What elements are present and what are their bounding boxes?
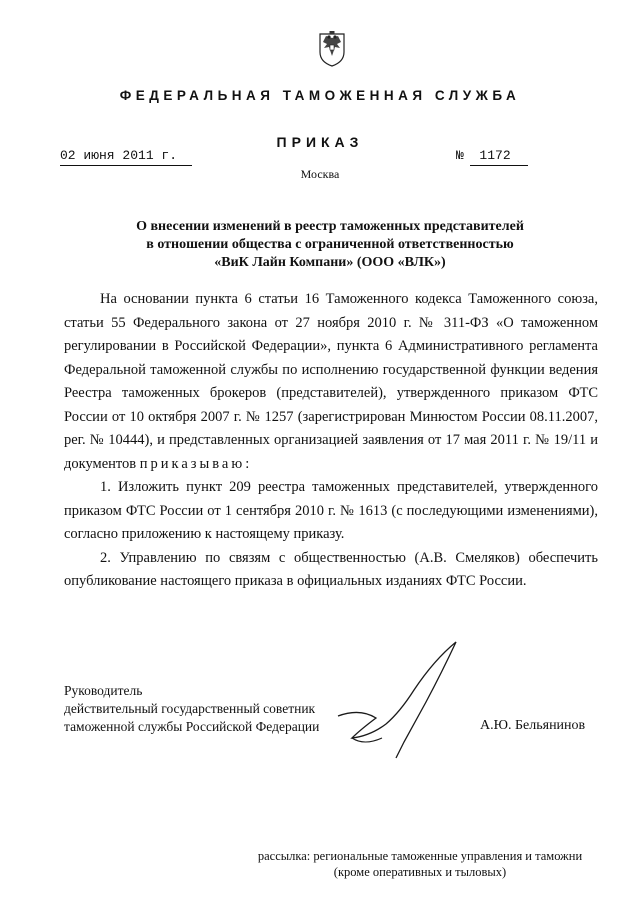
paragraph-item-1: 1. Изложить пункт 209 реестра таможенных представителей, утвержденного приказом ФТС России от 1 сентября 2010 г. № 1613 (с последующими изменениями), согласно приложению к настоящему приказу. — [64, 479, 598, 542]
distribution-line-1: рассылка: региональные таможенные управления и таможни — [257, 849, 583, 863]
agency-name: ФЕДЕРАЛЬНАЯ ТАМОЖЕННАЯ СЛУЖБА — [119, 88, 521, 103]
signatory-name: А.Ю. Бельянинов — [480, 718, 586, 733]
order-body — [64, 288, 598, 594]
document-type: ПРИКАЗ — [276, 134, 364, 150]
date-underline — [60, 165, 192, 166]
city: Москва — [300, 167, 340, 181]
signatory-title-3: таможенной службы Российской Федерации — [64, 719, 320, 734]
signatory-title-1: Руководитель — [64, 683, 143, 698]
order-date: 02 июня 2011 г. — [60, 148, 178, 163]
signatory-title-2: действительный государственный советник — [64, 701, 316, 716]
distribution-list — [200, 848, 640, 880]
order-keyword: приказываю — [139, 455, 246, 472]
distribution-line-2: (кроме оперативных и тыловых) — [333, 865, 507, 879]
subject-line-1: О внесении изменений в реестр таможенных представителей — [136, 219, 524, 234]
order-subject — [60, 218, 600, 272]
basis-colon: : — [245, 455, 250, 472]
subject-line-2: в отношении общества с ограниченной ответственностью — [146, 237, 514, 252]
number-underline — [470, 165, 528, 166]
subject-line-3: «ВиК Лайн Компани» (ООО «ВЛК») — [214, 255, 446, 270]
coat-of-arms-emblem — [316, 28, 348, 68]
basis-text: На основании пункта 6 статьи 16 Таможенного кодекса Таможенного союза, статьи 55 Федерального закона от 27 ноября 2010 г. № 311-ФЗ «О таможенном регулировании в Российской Федерации», пункта 6 Административного регламента Федеральной таможенной службы по исполнению государственной функции ведения Реестра таможенных брокеров (представителей), утвержденного приказом ФТС России от 10 октября 2007 г. № 1257 (зарегистрирован Минюстом России 08.11.2007, рег. № 10444), и представленных организацией заявления от 17 мая 2011 г. № 19/11 и документов — [64, 291, 598, 472]
signatory-title — [64, 682, 319, 736]
paragraph-item-2: 2. Управлению по связям с общественностью (А.В. Смеляков) обеспечить опубликование настоящего приказа в официальных изданиях ФТС России. — [64, 549, 598, 589]
number-prefix: № — [456, 148, 464, 163]
order-number — [456, 148, 511, 163]
handwritten-signature — [330, 638, 470, 764]
number-value: 1172 — [479, 148, 511, 163]
paragraph-basis — [64, 288, 598, 476]
